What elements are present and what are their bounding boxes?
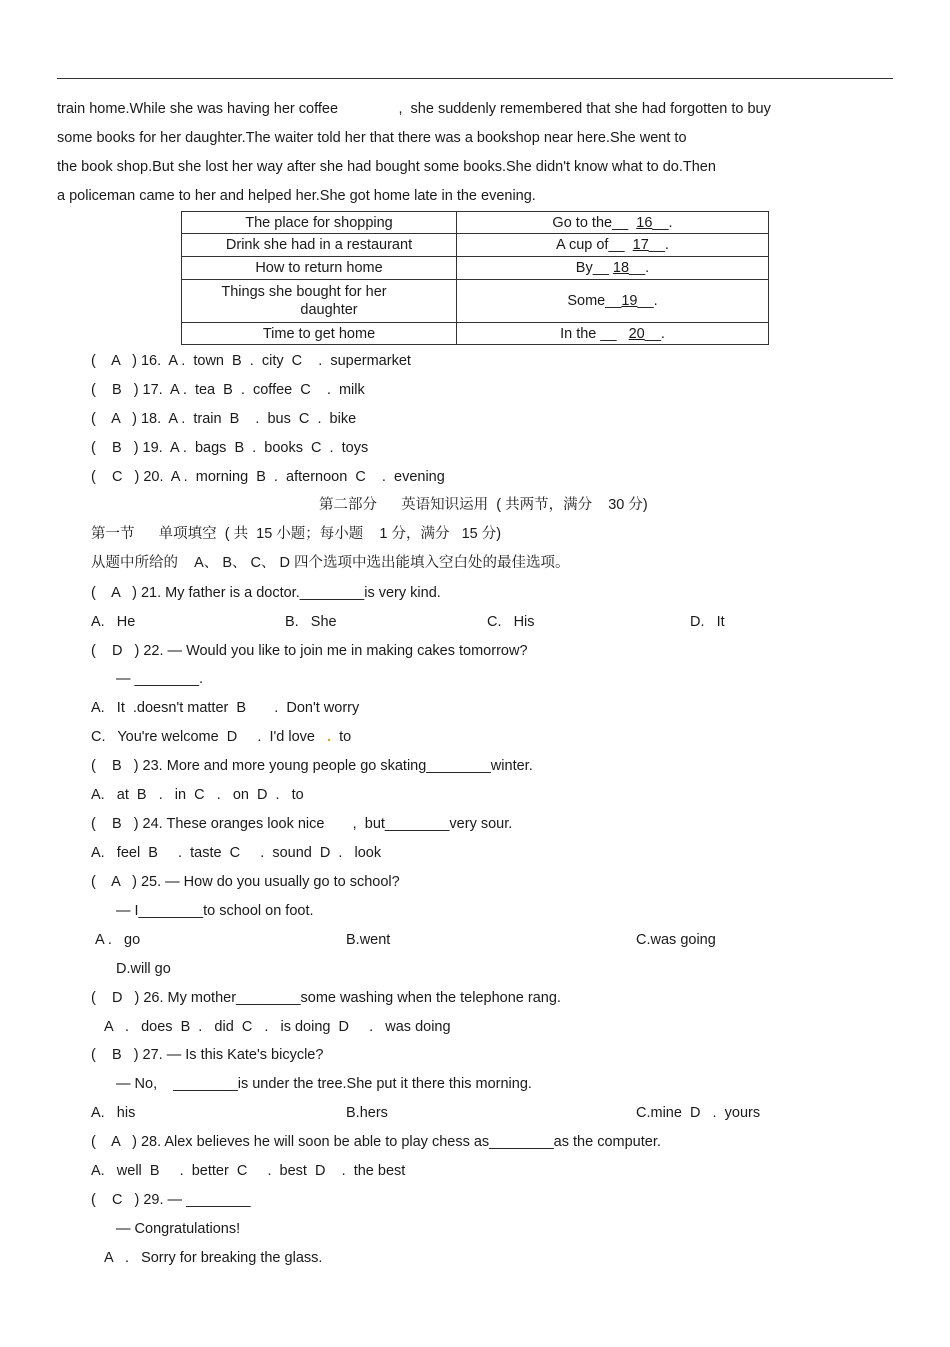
option-b: B. She — [285, 614, 337, 630]
option-a: A. his — [91, 1105, 136, 1121]
blank-number: 16 — [636, 214, 653, 231]
table-row — [182, 212, 769, 234]
question-stem: ( D ) 26. My mother________some washing when the telephone rang. — [91, 990, 561, 1006]
question-stem: ( D ) 22. — Would you like to join me in making cakes tomorrow? — [91, 643, 528, 659]
info-table — [181, 211, 769, 345]
table-cell-label: The place for shopping — [182, 212, 457, 234]
blank-prefix: Some__ — [567, 293, 622, 309]
section1-heading: 第一节 单项填空 ( 共 15 小题；每小题 1 分，满分 15 分) — [91, 526, 502, 542]
option-d: D. It — [690, 614, 725, 630]
option-b: B.went — [346, 932, 391, 948]
question-stem: ( B ) 24. These oranges look nice , but________very sour. — [91, 816, 513, 832]
blank-suffix: __. — [629, 260, 650, 276]
answer-line: ( C ) 20. A . morning B . afternoon C . evening — [91, 469, 445, 485]
option-a: A. He — [91, 614, 136, 630]
question-stem: ( C ) 29. — ________ — [91, 1192, 251, 1208]
blank-number: 17 — [632, 237, 649, 253]
options-cd: C.mine D . yours — [636, 1105, 761, 1121]
table-cell-answer — [457, 234, 769, 257]
question-stem: ( B ) 27. — Is this Kate's bicycle? — [91, 1047, 324, 1063]
answer-line: ( A ) 16. A . town B . city C . supermarket — [91, 353, 411, 369]
passage-line: some books for her daughter.The waiter told her that there was a bookshop near here.She went to — [57, 130, 687, 146]
table-cell-label: How to return home — [182, 257, 457, 280]
option-c: C.was going — [636, 932, 716, 948]
option-b: B.hers — [346, 1105, 388, 1121]
blank-prefix: Go to the__ — [552, 214, 637, 231]
table-cell-label — [182, 280, 457, 323]
blank-number: 19 — [621, 293, 638, 309]
dialogue-reply: — Congratulations! — [116, 1221, 241, 1237]
answer-line: ( B ) 19. A . bags B . books C . toys — [91, 440, 369, 456]
dialogue-reply: — No, ________is under the tree.She put it there this morning. — [116, 1076, 532, 1092]
passage-line: the book shop.But she lost her way after she had bought some books.She didn't know what to do.Then — [57, 159, 716, 175]
header-rule — [57, 78, 893, 79]
options-ab: A. It .doesn't matter B . Don't worry — [91, 700, 360, 716]
label-line-1: Things she bought for her — [221, 284, 387, 300]
table-row — [182, 280, 769, 323]
question-stem: ( A ) 25. — How do you usually go to school? — [91, 874, 400, 890]
blank-number: 20 — [628, 325, 645, 342]
options-line: A. well B . better C . best D . the best — [91, 1163, 406, 1179]
blank-number: 18 — [612, 260, 630, 276]
question-stem: ( A ) 21. My father is a doctor.________is very kind. — [91, 585, 441, 601]
part2-heading: 第二部分 英语知识运用 ( 共两节，满分 30 分) — [319, 497, 648, 513]
options-line: A . does B . did C . is doing D . was doing — [104, 1019, 451, 1035]
table-row — [182, 323, 769, 345]
table-cell-answer — [457, 280, 769, 323]
options-line: A. at B . in C . on D . to — [91, 787, 304, 803]
table-cell-answer — [457, 257, 769, 280]
options-cd — [91, 728, 351, 746]
dialogue-reply: — I________to school on foot. — [116, 903, 314, 919]
instruction-text: 从题中所给的 A、 B、 C、 D 四个选项中选出能填入空白处的最佳选项。 — [91, 555, 570, 571]
blank-prefix: In the __ — [560, 325, 629, 342]
blank-suffix: __. — [648, 237, 669, 253]
blank-prefix: A cup of__ — [556, 237, 633, 253]
table-cell-answer — [457, 323, 769, 345]
marker-dot: . — [327, 729, 332, 745]
table-cell-label: Drink she had in a restaurant — [182, 234, 457, 257]
blank-suffix: __. — [652, 214, 673, 231]
options-line: A. feel B . taste C . sound D . look — [91, 845, 382, 861]
table-cell-label: Time to get home — [182, 323, 457, 345]
table-row — [182, 257, 769, 280]
blank-suffix: __. — [637, 293, 658, 309]
option-a: A . go — [95, 932, 141, 948]
answer-line: ( A ) 18. A . train B . bus C . bike — [91, 411, 357, 427]
passage-line: train home.While she was having her coffee , she suddenly remembered that she had forgotten to buy — [57, 101, 771, 117]
option-c: C. His — [487, 614, 535, 630]
question-stem: ( B ) 23. More and more young people go skating________winter. — [91, 758, 533, 774]
blank-prefix: By__ — [575, 260, 613, 276]
passage-line: a policeman came to her and helped her.She got home late in the evening. — [57, 188, 536, 204]
option-d: D.will go — [116, 961, 171, 977]
table-cell-answer — [457, 212, 769, 234]
option-a: A . Sorry for breaking the glass. — [104, 1250, 323, 1266]
blank-suffix: __. — [644, 325, 665, 342]
label-line-2: daughter — [300, 302, 358, 318]
dialogue-reply: — ________. — [116, 671, 204, 687]
answer-line: ( B ) 17. A . tea B . coffee C . milk — [91, 382, 365, 398]
option-d-continued: to — [339, 729, 352, 745]
question-stem: ( A ) 28. Alex believes he will soon be able to play chess as________as the computer. — [91, 1134, 661, 1150]
table-row — [182, 234, 769, 257]
option-c-d: C. You're welcome D . I'd love — [91, 729, 315, 745]
